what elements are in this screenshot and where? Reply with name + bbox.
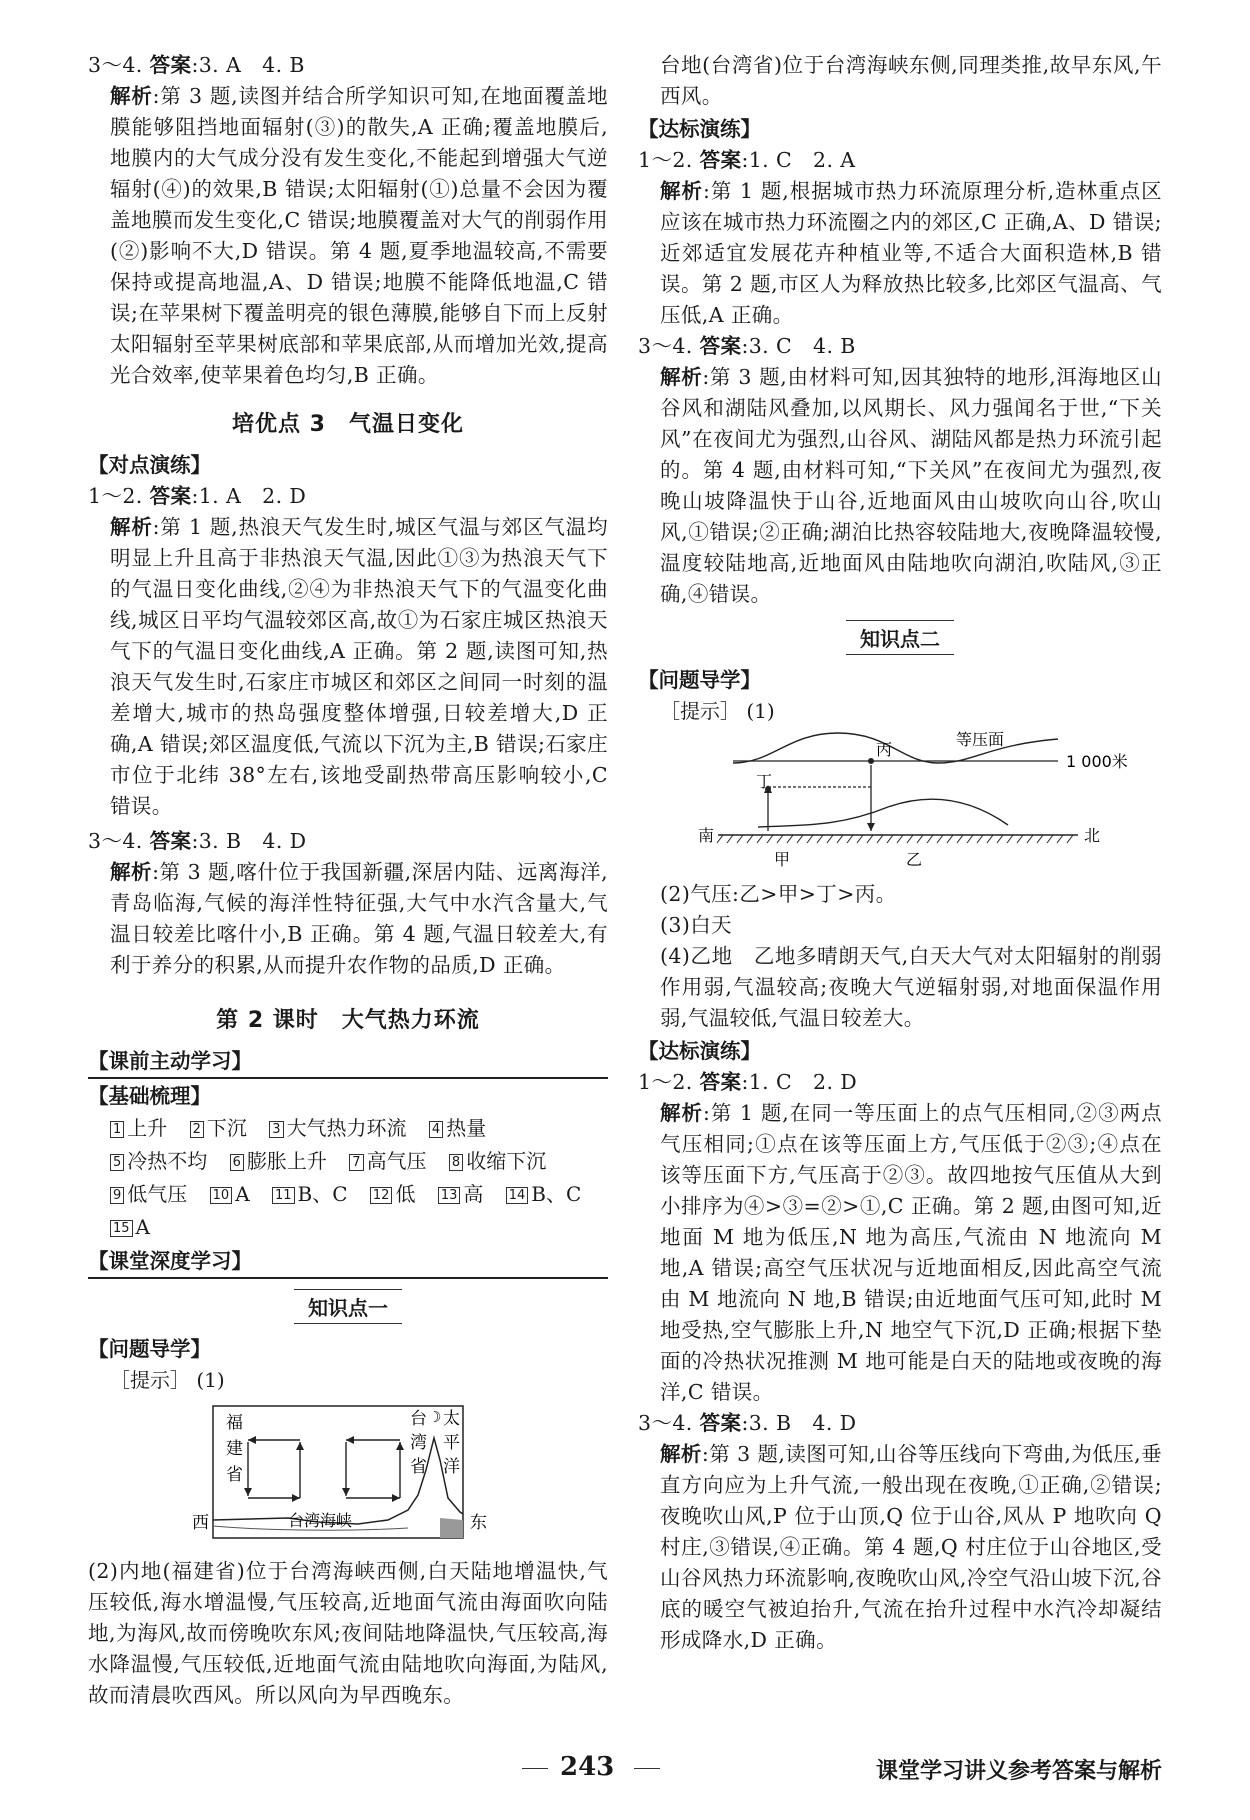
lesson-heading: 第 2 课时 大气热力环流 xyxy=(216,1008,480,1033)
label-1000m: 1 000米 xyxy=(1066,752,1128,771)
label-ding: 丁 xyxy=(756,772,773,791)
label-fujian-2: 建 xyxy=(226,1439,243,1459)
section-label-jichu: 【基础梳理】 xyxy=(88,1084,211,1108)
label-taiwan-1: 台 xyxy=(410,1409,427,1429)
footer-dash-left xyxy=(522,1768,548,1769)
fill-text: 大气热力环流 xyxy=(286,1116,407,1140)
arrowhead-yi xyxy=(867,823,875,831)
fill-text: 热量 xyxy=(446,1116,487,1140)
point-bing xyxy=(868,758,874,764)
fill-text: B、C xyxy=(297,1182,348,1206)
footer-dash-right xyxy=(634,1768,660,1769)
fill-number: 7 xyxy=(349,1154,363,1171)
label-jia: 甲 xyxy=(774,850,791,869)
fill-number: 11 xyxy=(272,1187,295,1204)
tip-line: ［提示］ (1) xyxy=(110,1368,225,1392)
fill-item-1 xyxy=(110,1116,167,1140)
answer-3-4-d: 3～4. 答案:3. B 4. D xyxy=(638,1411,857,1435)
label-fujian-3: 省 xyxy=(226,1465,243,1485)
tip-line-2: ［提示］ (1) xyxy=(660,699,775,723)
isobar-lower xyxy=(758,799,1008,827)
page-number: 243 xyxy=(560,1752,615,1782)
isobar-upper xyxy=(733,733,1058,763)
fill-item-6 xyxy=(230,1149,327,1173)
answer-3-4-c: 3～4. 答案:3. C 4. B xyxy=(638,334,856,358)
fill-item-4 xyxy=(429,1116,486,1140)
fill-item-12 xyxy=(370,1182,416,1206)
explanation-3-4-c: 解析:第 3 题,由材料可知,因其独特的地形,洱海地区山谷风和湖陆风叠加,以风期长、风力强闻名于世,“下关风”在夜间尤为强烈,山谷风、湖陆风都是热力环流引起的。第 4 题,由材料可知,“下关风”在夜间尤为强烈,夜晚山坡降温快于山谷,近地面风由山坡吹向山谷,吹山风,①错误;②正确;湖泊比热容较陆地大,夜晚降温较慢,温度较陆地高,近地面风由陆地吹向湖泊,吹陆风,③正确,④错误。 xyxy=(660,365,1162,606)
section-label-wenti: 【问题导学】 xyxy=(88,1337,211,1361)
fill-number: 12 xyxy=(370,1187,393,1204)
label-pacific-3: 洋 xyxy=(443,1457,460,1477)
answer-1-2-c: 1～2. 答案:1. C 2. D xyxy=(638,1070,858,1094)
answer-q4: (4)乙地 乙地多晴朗天气,白天大气对太阳辐射的削弱作用弱,气温较高;夜晚大气逆辐射弱,对地面保温作用弱,气温较低,气温日较差大。 xyxy=(660,944,1162,1030)
answer-1-2-b: 1～2. 答案:1. C 2. A xyxy=(638,148,856,172)
fill-text: 高 xyxy=(463,1182,484,1206)
fill-number: 8 xyxy=(449,1154,463,1171)
fill-number: 5 xyxy=(110,1154,124,1171)
answer-3-4-b: 3～4. 答案:3. B 4. D xyxy=(88,829,307,853)
ocean-fill xyxy=(440,1518,463,1538)
answer-q2: (2)气压:乙>甲>丁>丙。 xyxy=(660,882,897,906)
fill-text: A xyxy=(135,1215,150,1239)
fill-number: 10 xyxy=(210,1187,233,1204)
label-taiwan-2: 湾 xyxy=(410,1433,427,1453)
fill-item-10 xyxy=(210,1182,250,1206)
fill-text: 高气压 xyxy=(366,1149,427,1173)
page-footer xyxy=(0,1752,1250,1796)
answer-3-4-a: 3～4. 答案:3. A 4. B xyxy=(88,53,305,77)
section-label-dabiao-1: 【达标演练】 xyxy=(638,117,761,141)
fill-item-2 xyxy=(190,1116,247,1140)
fill-number: 15 xyxy=(110,1220,133,1237)
arrowhead-tr xyxy=(346,1436,354,1444)
explanation-3-4-b: 解析:第 3 题,喀什位于我国新疆,深居内陆、远离海洋,青岛临海,气候的海洋性特征强,大气中水汽含量大,气温日较差比喀什小,B 正确。第 4 题,气温日较差大,有利于养分的积累,从而提升农作物的品质,D 正确。 xyxy=(110,860,608,977)
fill-item-7 xyxy=(349,1149,426,1173)
label-strait: 台湾海峡 xyxy=(288,1511,353,1530)
fill-number: 3 xyxy=(269,1121,283,1138)
arrowhead-dr xyxy=(342,1488,350,1496)
label-pacific-1: 太 xyxy=(443,1409,460,1429)
fill-text: B、C xyxy=(531,1182,582,1206)
moon-icon: ☽ xyxy=(428,1408,442,1426)
explanation-1-2-b: 解析:第 1 题,根据城市热力环流原理分析,造林重点区应该在城市热力环流圈之内的郊区,C 正确,A、D 错误;近郊适宜发展花卉种植业等,不适合大面积造林,B 错误。第 2 题,市区人为释放热比较多,比郊区气温高、气压低,A 正确。 xyxy=(660,179,1162,327)
fill-item-15 xyxy=(110,1215,150,1239)
fill-text: 上升 xyxy=(127,1116,168,1140)
fill-item-14 xyxy=(506,1182,582,1206)
answer-1-2-a: 1～2. 答案:1. A 2. D xyxy=(88,484,307,508)
explanation-wind-direction: (2)内地(福建省)位于台湾海峡西侧,白天陆地增温快,气压较低,海水增温慢,气压较高,近地面气流由海面吹向陆地,为海风,故而傍晚吹东风;夜间陆地降温快,气压较高,海水降温慢,气压较低,近地面气流由陆地吹向海面,为陆风,故而清晨吹西风。所以风向为早西晚东。 xyxy=(88,1559,608,1707)
knowledge-point-1: 知识点一 xyxy=(88,1289,608,1324)
fill-text: 膨胀上升 xyxy=(246,1149,327,1173)
fill-number: 9 xyxy=(110,1187,124,1204)
arrowhead-tl xyxy=(248,1436,256,1444)
label-north: 北 xyxy=(1084,826,1101,845)
fill-number: 2 xyxy=(190,1121,204,1138)
fill-item-3 xyxy=(269,1116,406,1140)
answer-q3: (3)白天 xyxy=(660,913,733,937)
label-isobar: 等压面 xyxy=(956,730,1005,749)
label-bing: 丙 xyxy=(876,740,893,759)
section-label-ktang: 【课堂深度学习】 xyxy=(88,1246,608,1279)
label-yi: 乙 xyxy=(906,850,923,869)
fill-number: 4 xyxy=(429,1121,443,1138)
label-west: 西 xyxy=(192,1513,209,1533)
arrowhead-bl xyxy=(292,1494,300,1502)
ground-hatching xyxy=(717,835,1073,843)
section-label-wenti-2: 【问题导学】 xyxy=(638,668,761,692)
label-taiwan-3: 省 xyxy=(410,1457,427,1477)
left-column xyxy=(88,50,608,1711)
arrowhead-dl xyxy=(244,1488,252,1496)
arrowhead-ur xyxy=(396,1442,404,1450)
fill-number: 1 xyxy=(110,1121,124,1138)
fill-text: 低气压 xyxy=(127,1182,188,1206)
fill-text: A xyxy=(235,1182,250,1206)
fill-item-11 xyxy=(272,1182,348,1206)
label-east: 东 xyxy=(470,1513,487,1533)
explanation-1-2-c: 解析:第 1 题,在同一等压面上的点气压相同,②③两点气压相同;①点在该等压面上方,气压低于②③;④点在该等压面下方,气压高于②③。故四地按气压值从大到小排序为④>③=②>①,C 正确。第 2 题,由图可知,近地面 M 地为低压,N 地为高压,气流由 N 地流向 M 地,A 错误;高空气压状况与近地面相反,因此高空气流由 M 地流向 N 地,B 错误;由近地面气压可知,此时 M 地受热,空气膨胀上升,N 地空气下沉,D 正确;根据下垫面的冷热状况推测 M 地可能是白天的陆地或夜晚的海洋,C 错误。 xyxy=(660,1101,1162,1404)
explanation-3-4-a: 解析:第 3 题,读图并结合所学知识可知,在地面覆盖地膜能够阻挡地面辐射(③)的散失,A 正确;覆盖地膜后,地膜内的大气成分没有发生变化,不能起到增强大气逆辐射(④)的效果,B 错误;太阳辐射(①)总量不会因为覆盖地膜而发生变化,C 错误;地膜覆盖对大气的削弱作用(②)影响不大,D 错误。第 4 题,夏季地温较高,不需要保持或提高地温,A、D 错误;地膜不能降低地温,C 错误;在苹果树下覆盖明亮的银色薄膜,能够自下而上反射太阳辐射至苹果树底部和苹果底部,从而增加光效,提高光合效率,使苹果着色均匀,B 正确。 xyxy=(110,84,608,387)
fill-text: 低 xyxy=(395,1182,416,1206)
fill-item-13 xyxy=(438,1182,484,1206)
fill-text: 下沉 xyxy=(206,1116,247,1140)
fill-item-8 xyxy=(449,1149,546,1173)
explanation-1-2-a: 解析:第 1 题,热浪天气发生时,城区气温与郊区气温均明显上升且高于非热浪天气温,因此①③为热浪天气下的气温日变化曲线,②④为非热浪天气下的气温变化曲线,城区日平均气温较郊区高,故①为石家庄城区热浪天气下的气温日变化曲线,A 正确。第 2 题,读图可知,热浪天气发生时,石家庄市城区和郊区之间同一时刻的温差增大,城市的热岛强度整体增强,日较差增大,D 正确,A 错误;郊区温度低,气流以下沉为主,B 错误;石家庄市位于北纬 38°左右,该地受副热带高压影响较小,C 错误。 xyxy=(110,515,608,818)
fill-item-9 xyxy=(110,1182,187,1206)
isobar-diagram xyxy=(638,727,1162,877)
fill-number: 13 xyxy=(438,1187,461,1204)
label-south: 南 xyxy=(698,826,715,845)
fill-text: 收缩下沉 xyxy=(466,1149,547,1173)
right-column xyxy=(638,50,1162,1656)
running-title: 课堂学习讲义参考答案与解析 xyxy=(875,1759,1162,1784)
fill-text: 冷热不均 xyxy=(127,1149,208,1173)
fill-in-answers xyxy=(88,1112,608,1244)
section-heading-peiyou: 培优点 3 气温日变化 xyxy=(232,412,464,437)
section-label-dabiao-2: 【达标演练】 xyxy=(638,1039,761,1063)
section-label-kqian: 【课前主动学习】 xyxy=(88,1046,608,1079)
fill-item-5 xyxy=(110,1149,207,1173)
taiwan-strait-diagram xyxy=(88,1400,608,1550)
fill-number: 14 xyxy=(506,1187,529,1204)
label-pacific-2: 平 xyxy=(443,1433,460,1453)
fill-number: 6 xyxy=(230,1154,244,1171)
continued-text: 台地(台湾省)位于台湾海峡东侧,同理类推,故早东风,午西风。 xyxy=(660,53,1162,108)
arrowhead-ul xyxy=(296,1442,304,1450)
knowledge-point-2: 知识点二 xyxy=(638,620,1162,655)
section-label-duidian: 【对点演练】 xyxy=(88,453,211,477)
label-fujian-1: 福 xyxy=(226,1413,243,1433)
arrowhead-br xyxy=(392,1494,400,1502)
explanation-3-4-d: 解析:第 3 题,读图可知,山谷等压线向下弯曲,为低压,垂直方向应为上升气流,一般出现在夜晚,①正确,②错误;夜晚吹山风,P 位于山顶,Q 位于山谷,风从 P 地吹向 Q 村庄,③错误,④正确。第 4 题,Q 村庄位于山谷地区,受山谷风热力环流影响,夜晚吹山风,冷空气沿山坡下沉,谷底的暖空气被迫抬升,气流在抬升过程中水汽冷却凝结形成降水,D 正确。 xyxy=(660,1442,1162,1652)
